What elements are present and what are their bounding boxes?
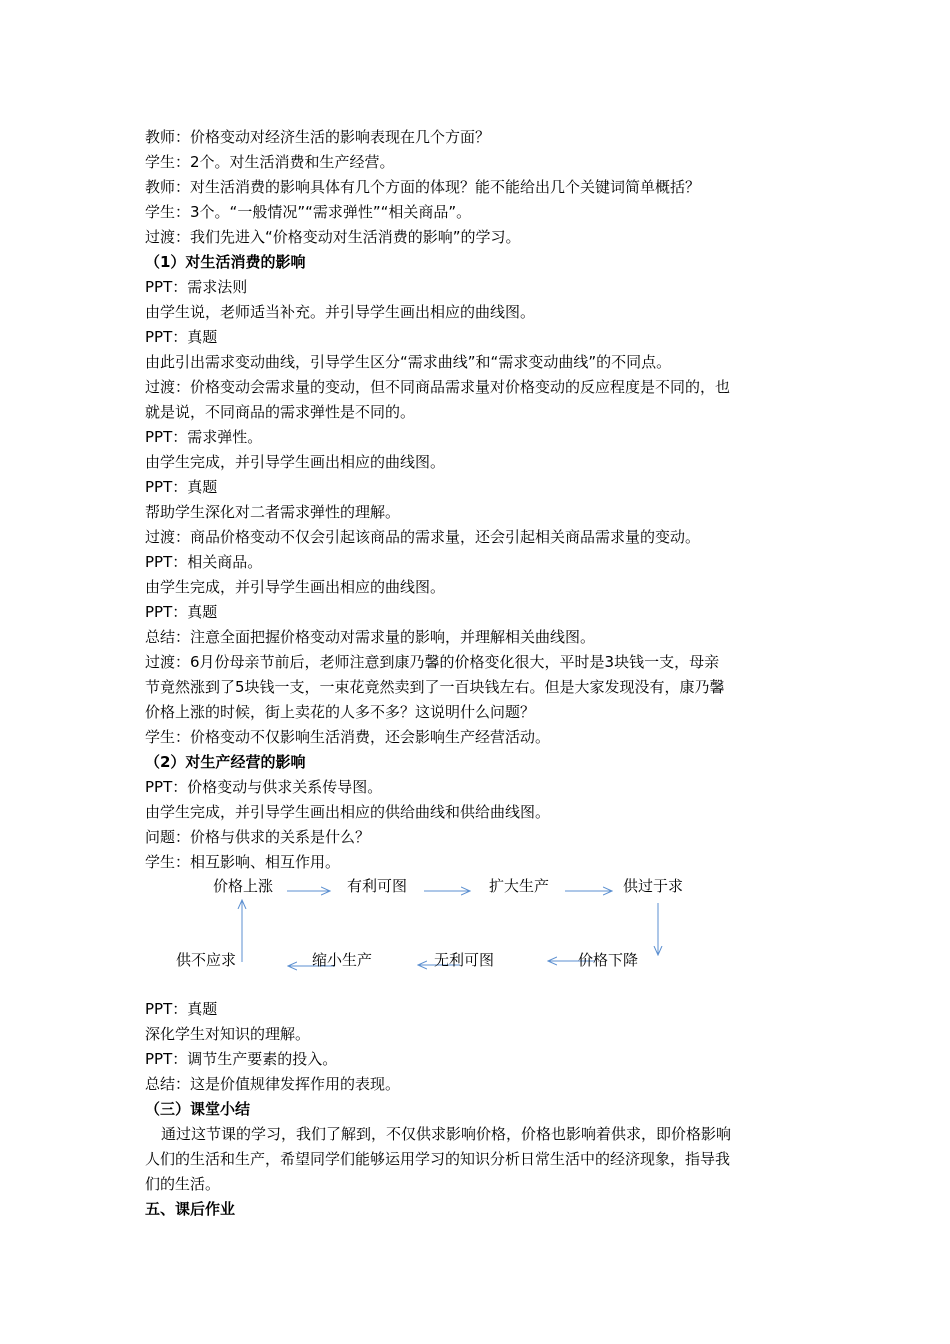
flow-node: 价格上涨 <box>213 877 274 895</box>
text-line: 深化学生对知识的理解。 <box>145 1025 311 1043</box>
text-line: 节竟然涨到了5块钱一支，一束花竟然卖到了一百块钱左右。但是大家发现没有，康乃馨 <box>145 678 725 696</box>
text-line: PPT：相关商品。 <box>145 553 263 571</box>
text-line: 由学生完成，并引导学生画出相应的曲线图。 <box>145 453 446 471</box>
text-line: 帮助学生深化对二者需求弹性的理解。 <box>145 503 401 521</box>
text-line: 过渡：我们先进入“价格变动对生活消费的影响”的学习。 <box>145 228 521 246</box>
flow-node: 供过于求 <box>623 877 684 895</box>
flow-node: 扩大生产 <box>489 877 550 895</box>
text-line: 总结：这是价值规律发挥作用的表现。 <box>145 1075 401 1093</box>
text-line: 学生：3个。“一般情况”“需求弹性”“相关商品”。 <box>145 203 472 221</box>
text-line: PPT：真题 <box>145 1000 218 1018</box>
text-line: 过渡：商品价格变动不仅会引起该商品的需求量，还会引起相关商品需求量的变动。 <box>145 528 701 546</box>
text-line: 们的生活。 <box>145 1175 221 1193</box>
flow-node: 缩小生产 <box>312 951 373 969</box>
text-line: PPT：需求法则 <box>145 278 248 296</box>
text-line: PPT：需求弹性。 <box>145 428 263 446</box>
flow-node: 供不应求 <box>176 951 237 969</box>
text-line: 人们的生活和生产，希望同学们能够运用学习的知识分析日常生活中的经济现象，指导我 <box>145 1150 731 1168</box>
text-line: 学生：相互影响、相互作用。 <box>145 853 341 871</box>
text-line: 学生：2个。对生活消费和生产经营。 <box>145 153 395 171</box>
flow-node: 有利可图 <box>347 877 408 895</box>
section-heading: （1）对生活消费的影响 <box>145 253 306 271</box>
text-line: PPT：调节生产要素的投入。 <box>145 1050 338 1068</box>
text-line: 就是说，不同商品的需求弹性是不同的。 <box>145 403 416 421</box>
text-line: 由学生完成，并引导学生画出相应的供给曲线和供给曲线图。 <box>145 803 551 821</box>
flow-node: 价格下降 <box>578 951 639 969</box>
text-line: 由学生说，老师适当补充。并引导学生画出相应的曲线图。 <box>145 303 536 321</box>
text-line: PPT：价格变动与供求关系传导图。 <box>145 778 383 796</box>
text-line: 过渡：6月份母亲节前后，老师注意到康乃馨的价格变化很大，平时是3块钱一支，母亲 <box>145 653 720 671</box>
text-line: 教师：对生活消费的影响具体有几个方面的体现？能不能给出几个关键词简单概括？ <box>145 178 701 196</box>
section-heading: （2）对生产经营的影响 <box>145 753 306 771</box>
text-line: PPT：真题 <box>145 603 218 621</box>
text-line: 由学生完成，并引导学生画出相应的曲线图。 <box>145 578 446 596</box>
text-line: 总结：注意全面把握价格变动对需求量的影响，并理解相关曲线图。 <box>145 628 596 646</box>
text-line: PPT：真题 <box>145 478 218 496</box>
text-line: 教师：价格变动对经济生活的影响表现在几个方面？ <box>145 128 491 146</box>
text-line: 通过这节课的学习，我们了解到，不仅供求影响价格，价格也影响着供求，即价格影响 <box>161 1125 732 1143</box>
text-line: 由此引出需求变动曲线，引导学生区分“需求曲线”和“需求变动曲线”的不同点。 <box>145 353 672 371</box>
text-line: 问题：价格与供求的关系是什么？ <box>145 828 371 846</box>
section-heading: 五、课后作业 <box>145 1200 236 1218</box>
text-line: 过渡：价格变动会需求量的变动，但不同商品需求量对价格变动的反应程度是不同的，也 <box>145 378 731 396</box>
text-line: 学生：价格变动不仅影响生活消费，还会影响生产经营活动。 <box>145 728 551 746</box>
flow-node: 无利可图 <box>434 951 495 969</box>
text-line: PPT：真题 <box>145 328 218 346</box>
text-line: 价格上涨的时候，街上卖花的人多不多？这说明什么问题？ <box>145 703 536 721</box>
section-heading: （三）课堂小结 <box>145 1100 251 1118</box>
